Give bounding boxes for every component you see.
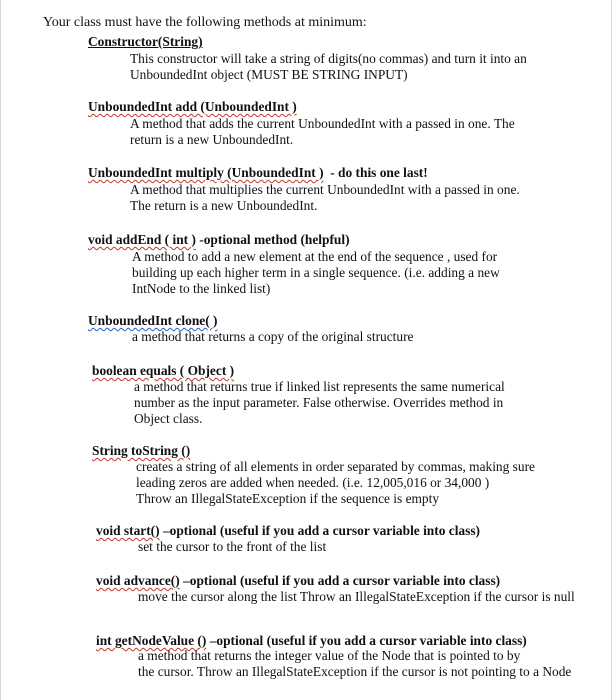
method-signature-start [96, 523, 480, 539]
description-line: a method that returns true if linked list represents the same numerical [134, 379, 505, 394]
description-line: A method to add a new element at the end of the sequence , used for [132, 249, 498, 264]
signature-name: int getNodeValue () [96, 633, 207, 648]
description-line: Throw an IllegalStateException if the cursor is null [299, 589, 575, 604]
method-description-addend [132, 249, 572, 297]
description-line: Throw an IllegalStateException if the cursor is not pointing to a Node [196, 664, 572, 679]
description-line: A method that adds the current UnboundedInt with a passed in one. The [130, 116, 515, 131]
signature-name: UnboundedInt add (UnboundedInt ) [88, 99, 297, 114]
description-line: number as the input parameter. False otherwise. Overrides method in [134, 395, 504, 410]
description-line: The return is a new UnboundedInt. [130, 198, 318, 213]
method-description-add [130, 116, 570, 148]
method-signature-multiply [88, 165, 428, 181]
method-description-start [138, 539, 578, 555]
method-signature-add [88, 99, 297, 115]
signature-note: –optional (useful if you add a cursor variable into class) [159, 523, 481, 538]
description-line: a method that returns a copy of the original structure [132, 329, 414, 344]
signature-name: Constructor(String) [88, 34, 203, 49]
method-signature-advance [96, 573, 500, 589]
method-description-advance [138, 589, 578, 605]
description-line: the cursor. [138, 664, 194, 679]
method-description-constructor [130, 51, 570, 83]
signature-name: String toString () [92, 443, 191, 458]
description-line: return is a new UnboundedInt. [130, 132, 294, 147]
signature-note: - do this one last! [323, 165, 428, 180]
signature-name: void addEnd ( int ) [88, 232, 196, 247]
description-line: set the cursor to the front of the list [138, 539, 327, 554]
method-description-multiply [130, 182, 570, 214]
method-description-tostring [136, 459, 576, 507]
intro-text: Your class must have the following methods at minimum: [43, 15, 367, 30]
description-line: This constructor will take a string of digits(no commas) and turn it into an [130, 51, 527, 66]
signature-name: boolean equals ( Object ) [92, 363, 235, 378]
description-line: IntNode to the linked list) [132, 281, 271, 296]
method-signature-getnodevalue [96, 633, 527, 649]
description-line: move the cursor along the list [138, 589, 297, 604]
method-signature-clone [88, 313, 217, 329]
description-line: UnboundedInt object (MUST BE STRING INPUT) [130, 67, 408, 82]
method-signature-addend [88, 232, 350, 248]
method-signature-tostring [92, 443, 190, 459]
signature-name: void start() [96, 523, 160, 538]
description-line: creates a string of all elements in order separated by commas, making sure [136, 459, 535, 474]
description-line: Throw an IllegalStateException if the sequence is empty [136, 491, 440, 506]
signature-note: -optional method (helpful) [195, 232, 350, 247]
signature-note: –optional (useful if you add a cursor variable into class) [206, 633, 527, 648]
method-description-equals [134, 379, 574, 427]
method-signature-equals [92, 363, 234, 379]
signature-name: void advance() [96, 573, 180, 588]
description-line: a method that returns the integer value of the Node that is pointed to by [138, 648, 521, 663]
signature-name: UnboundedInt multiply (UnboundedInt ) [88, 165, 324, 180]
signature-name: UnboundedInt clone( ) [88, 313, 218, 328]
method-description-getnodevalue [138, 648, 578, 680]
description-line: leading zeros are added when needed. (i.e. 12,005,016 or 34,000 ) [136, 475, 490, 490]
description-line: building up each higher term in a single sequence. (i.e. adding a new [132, 265, 500, 280]
method-signature-constructor [88, 34, 203, 50]
description-line: A method that multiplies the current UnboundedInt with a passed in one. [130, 182, 520, 197]
method-description-clone [132, 329, 572, 345]
description-line: Object class. [134, 411, 203, 426]
signature-note: –optional (useful if you add a cursor variable into class) [179, 573, 501, 588]
